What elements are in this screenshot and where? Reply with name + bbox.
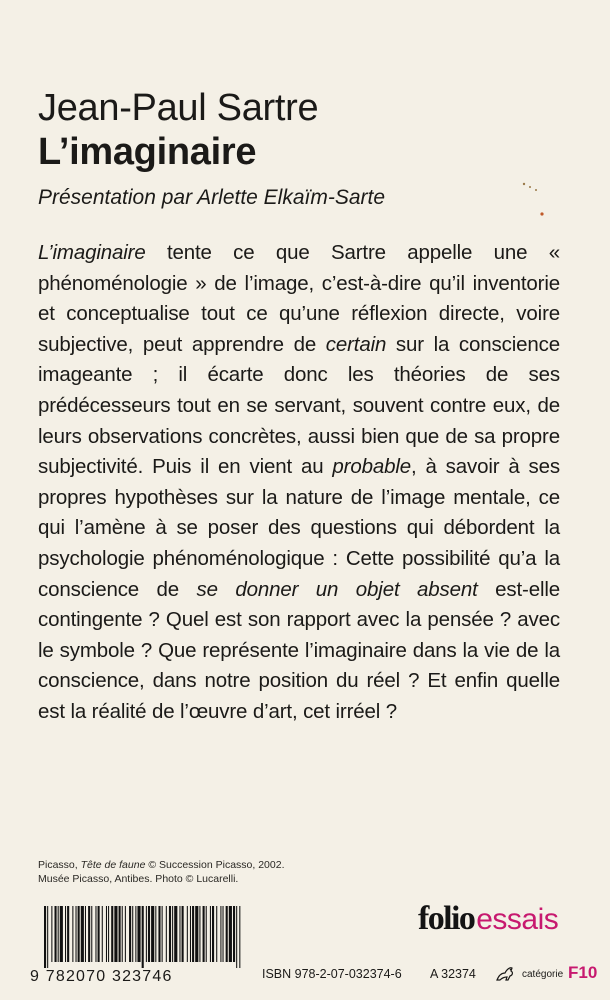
category-value: F10 (568, 963, 598, 982)
product-code: A 32374 (430, 967, 476, 981)
blurb-title-italic: L’imaginaire (38, 241, 146, 264)
presentation-credit: Présentation par Arlette Elkaïm-Sarte (38, 186, 386, 209)
image-credits (38, 858, 458, 886)
author-name: Jean-Paul Sartre (38, 87, 319, 129)
blurb-italic-probable: probable (332, 455, 411, 479)
credit-line-2: Musée Picasso, Antibes. Photo © Lucarelli. (38, 873, 239, 885)
category-label: catégorie (522, 969, 564, 980)
back-cover-blurb (38, 238, 560, 728)
barcode (30, 906, 248, 988)
barcode-bars (42, 906, 242, 968)
blurb-text: sur la conscience imageante ; il écarte donc les théories de ses prédécesseurs tout en se servant, souvent contre eux, de leurs observations concrètes, aussi bien que de sa propre subjectivité. Puis il en vient au (38, 332, 560, 479)
logo-folio: folio (418, 900, 475, 937)
blurb-text: tente ce que Sartre appelle une « phénoménologie » de l’image, c’est-à-dire qu’il inventorie et conceptualise tout ce qu’une réflexion directe, voire subjective, peut apprendre de (38, 241, 560, 356)
kangaroo-icon (494, 963, 516, 986)
isbn-number: ISBN 978-2-07-032374-6 (262, 967, 402, 981)
blurb-italic-certain: certain (325, 332, 387, 356)
isbn-line (262, 963, 598, 985)
print-specks-decoration (520, 180, 580, 240)
blurb-text: est-elle contingente ? Quel est son rapport avec la pensée ? avec le symbole ? Que représente l’imaginaire dans la vie de la conscience, dans notre position du réel ? Et enfin quelle est la réalité de l’œuvre d’art, cet irréel ? (38, 577, 561, 723)
book-title: L’imaginaire (38, 131, 257, 173)
blurb-italic-absent-object: se donner un objet absent (196, 577, 478, 601)
publisher-logo (418, 900, 558, 942)
barcode-digits: 9 782070 323746 (30, 968, 173, 985)
credit-line-1: Picasso, Tête de faune © Succession Picasso, 2002. (38, 859, 285, 871)
logo-essais: essais (476, 903, 559, 936)
blurb-text: , à savoir à ses propres hypothèses sur la nature de l’image mentale, ce qui l’amène à se poser des questions qui débordent la psychologie phénoménologique : Cette possibilité qu’a la conscience de (38, 455, 560, 601)
